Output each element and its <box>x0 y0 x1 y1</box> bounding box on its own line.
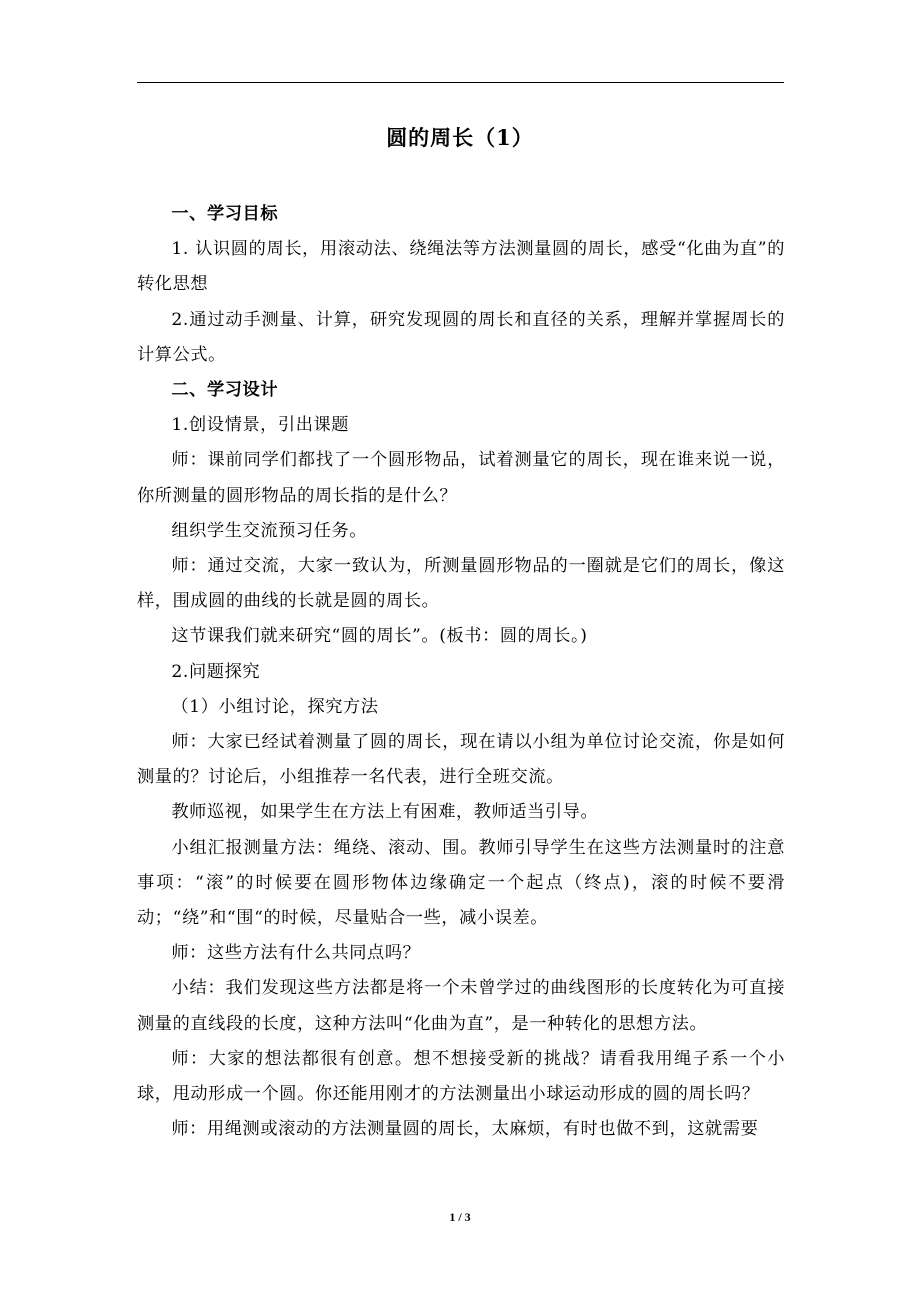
paragraph: 这节课我们就来研究“圆的周长”。(板书：圆的周长。) <box>171 626 588 647</box>
header-rule <box>137 82 784 83</box>
paragraph: （1）小组讨论，探究方法 <box>171 696 379 717</box>
paragraph: 1. 认识圆的周长，用滚动法、绕绳法等方法测量圆的周长，感受“化曲为直”的转化思想 <box>137 239 785 295</box>
page-number: 1 / 3 <box>449 1210 471 1224</box>
paragraph: 师：课前同学们都找了一个圆形物品，试着测量它的周长，现在谁来说一说，你所测量的圆形物品的周长指的是什么？ <box>137 450 785 506</box>
paragraph: 师：大家已经试着测量了圆的周长，现在请以小组为单位讨论交流，你是如何测量的？讨论后，小组推荐一名代表，进行全班交流。 <box>137 732 785 788</box>
paragraph: 2.问题探究 <box>171 661 261 682</box>
paragraph: 师：这些方法有什么共同点吗？ <box>171 943 421 964</box>
paragraph: 2.通过动手测量、计算，研究发现圆的周长和直径的关系，理解并掌握周长的计算公式。 <box>137 309 785 365</box>
paragraph: 组织学生交流预习任务。 <box>171 520 368 541</box>
paragraph: 小结：我们发现这些方法都是将一个未曾学过的曲线图形的长度转化为可直接测量的直线段的长度，这种方法叫“化曲为直”，是一种转化的思想方法。 <box>137 978 785 1034</box>
paragraph: 1.创设情景，引出课题 <box>171 415 350 436</box>
section-heading: 一、学习目标 <box>171 204 279 224</box>
paragraph: 师：通过交流，大家一致认为，所测量圆形物品的一圈就是它们的周长，像这样，围成圆的曲线的长就是圆的周长。 <box>137 556 785 612</box>
document-body <box>137 197 785 1147</box>
document-title: 圆的周长（1） <box>386 125 534 150</box>
paragraph: 教师巡视，如果学生在方法上有困难，教师适当引导。 <box>171 802 599 823</box>
section-heading: 二、学习设计 <box>171 380 279 401</box>
paragraph: 小组汇报测量方法：绳绕、滚动、围。教师引导学生在这些方法测量时的注意事项：“滚”的时候要在圆形物体边缘确定一个起点（终点)，滚的时候不要滑动；“绕”和“围“的时候，尽量贴合一些，减小误差。 <box>137 837 785 929</box>
paragraph: 师：用绳测或滚动的方法测量圆的周长，太麻烦，有时也做不到，这就需要 <box>171 1119 759 1140</box>
paragraph: 师：大家的想法都很有创意。想不想接受新的挑战？请看我用绳子系一个小球，甩动形成一个圆。你还能用刚才的方法测量出小球运动形成的圆的周长吗？ <box>137 1048 785 1105</box>
